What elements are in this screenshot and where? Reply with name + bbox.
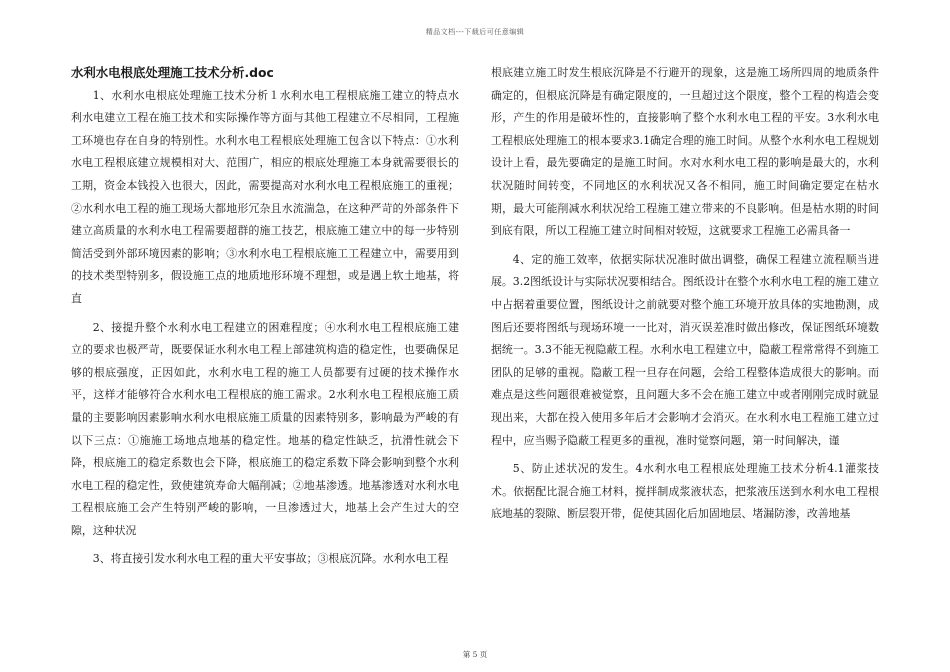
right-column [491, 62, 879, 526]
page-header: 精品文档---下载后可任意编辑 [425, 28, 525, 36]
page-number: 第 5 页 [462, 650, 488, 659]
paragraph-4: 4、定的施工效率，依据实际状况准时做出调整，确保工程建立流程顺当进展。3.2图纸设计与实际状况要相结合。图纸设计在整个水利水电工程的施工建立中占据着重要位置，图纸设计之前就要对整个施工环境开放具体的实地勘测，成图后还要将图纸与现场环境一一比对，消灭误差准时做出修改，保证图纸环境数据统一。3.3不能无视隐蔽工程。水利水电工程建立中，隐蔽工程常常得不到施工团队的足够的重视。隐蔽工程一旦存在问题，会给工程整体造成很大的影响。而难点是这些问题很难被觉察，且问题大多不会在施工建立中或者刚刚完成时就显现出来，大都在投入使用多年后才会影响才会消灭。在水利水电工程施工建立过程中，应当赐予隐蔽工程更多的重视，准时觉察问题，第一时间解决，谨 [491, 252, 879, 447]
document-title: 水利水电根底处理施工技术分析.doc [71, 65, 274, 80]
paragraph-3: 3、将直接引发水利水电工程的重大平安事故；③根底沉降。水利水电工程 [92, 552, 449, 566]
paragraph-5: 5、防止述状况的发生。4水利水电工程根底处理施工技术分析4.1灌浆技术。依据配比混合施工材料，搅拌制成浆液状态，把浆液压送到水利水电工程根底地基的裂隙、断层裂开带，促使其固化后加固地层、堵漏防渗，改善地基 [491, 462, 879, 521]
paragraph-3-continued: 根底建立施工时发生根底沉降是不行避开的现象，这是施工场所四周的地质条件确定的，但根底沉降是有确定限度的，一旦超过这个限度，整个工程的构造会变形，产生的作用是破坏性的，直接影响了整个水利水电工程的平安。3水利水电工程根底处理施工的根本要求3.1确定合理的施工时间。从整个水利水电工程规划设计上看，最先要确定的是施工时间。水对水利水电工程的影响是最大的，水利状况随时间转变，不同地区的水利状况又各不相同，施工时间确定要定在枯水期，最大可能削减水利状况给工程施工建立带来的不良影响。但是枯水期的时间到底有限，所以工程施工建立时间相对较短，这就要求工程施工必需具备一 [491, 66, 879, 238]
paragraph-1: 1、水利水电根底处理施工技术分析１水利水电工程根底施工建立的特点水利水电建立工程在施工技术和实际操作等方面与其他工程建立不尽相同，工程施工环境也存在自身的特别性。水利水电工程根底处理施工包含以下特点：①水利水电工程根底建立规模相对大、范围广，相应的根底处理施工本身就需要很长的工期，资金本钱投入也很大，因此，需要提高对水利水电工程根底施工的重视；②水利水电工程的施工现场大都地形冗杂且水流湍急，在这种严苛的外部条件下建立高质量的水利水电工程需要超群的施工技艺，根底施工建立中的每一步特别简活受到外部环境因素的影响；③水利水电工程根底施工工程建立中，需要用到的技术类型特别多，假设施工点的地质地形环境不理想，或是遇上软土地基，将直 [71, 88, 459, 305]
left-column [71, 62, 459, 571]
paragraph-2: 2、接提升整个水利水电工程建立的困难程度；④水利水电工程根底施工建立的要求也极严苛，既要保证水利水电工程上部建筑构造的稳定性，也要确保足够的根底强度，正因如此，水利水电工程的施工人员都要有过硬的技术操作水平，这样才能够符合水利水电工程根底的施工需求。2水利水电工程根底施工质量的主要影响因素影响水利水电根底施工质量的因素特别多，影响最为严峻的有以下三点：①施施工场地点地基的稳定性。地基的稳定性缺乏，抗滑性就会下降，根底施工的稳定系数也会下降，根底施工的稳定系数下降会影响到整个水利水电工程的稳定性，致使建筑寿命大幅削减；②地基渗透。地基渗透对水利水电工程根底施工会产生特别严峻的影响，一旦渗透过大，地基上会产生过大的空隙，这种状况 [71, 320, 459, 537]
